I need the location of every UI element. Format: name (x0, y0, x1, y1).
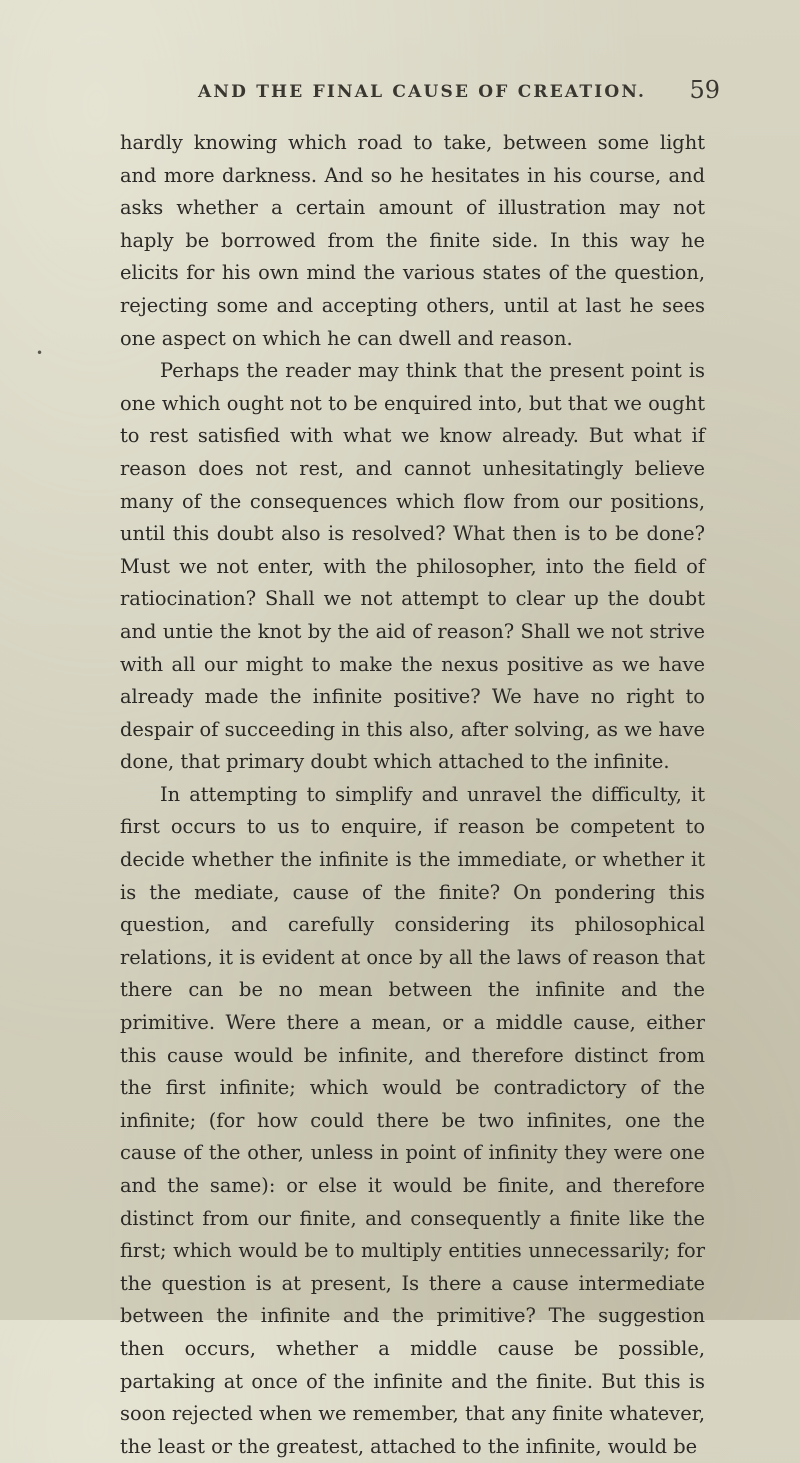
running-head (120, 76, 720, 112)
margin-mark-icon: • (36, 346, 44, 360)
body-text (120, 127, 705, 1463)
paragraph-3: In attempting to simplify and unravel the difficulty, it first occurs to us to enquire, if reason be competent to decide whether the infinite is the immediate, or whether it is the mediate, cause of the finite? On pondering this question, and carefully considering its philosophical relations, it is evident at once by all the laws of reason that there can be no mean between the infinite and the primitive. Were there a mean, or a middle cause, either this cause would be infinite, and therefore distinct from the first infinite; which would be contradictory of the infinite; (for how could there be two infinites, one the cause of the other, unless in point of infinity they were one and the same): or else it would be finite, and therefore distinct from our finite, and consequently a finite like the first; which would be to multiply entities unnecessarily; for the question is at present, Is there a cause intermediate between the infinite and the primitive? The suggestion then occurs, whether a middle cause be possible, partaking at once of the infinite and the finite. But this is soon rejected when we remember, that any finite whatever, the least or the greatest, attached to the infinite, would be (120, 782, 705, 1458)
running-title: AND THE FINAL CAUSE OF CREATION. (198, 82, 647, 102)
paragraph-1: hardly knowing which road to take, between some light and more darkness. And so he hesitates in his course, and asks whether a certain amount of illustration may not haply be borrowed from the finite side. In this way he elicits for his own mind the various states of the question, rejecting some and accepting others, until at last he sees one aspect on which he can dwell and reason. (120, 131, 705, 350)
paragraph-2: Perhaps the reader may think that the present point is one which ought not to be enquired into, but that we ought to rest satisfied with what we know already. But what if reason does not rest, and cannot unhesitatingly believe many of the consequences which flow from our positions, until this doubt also is resolved? What then is to be done? Must we not enter, with the philosopher, into the field of ratiocination? Shall we not attempt to clear up the doubt and untie the knot by the aid of reason? Shall we not strive with all our might to make the nexus positive as we have already made the infinite positive? We have no right to despair of succeeding in this also, after solving, as we have done, that primary doubt which attached to the infinite. (120, 359, 705, 774)
page-number: 59 (689, 76, 720, 104)
